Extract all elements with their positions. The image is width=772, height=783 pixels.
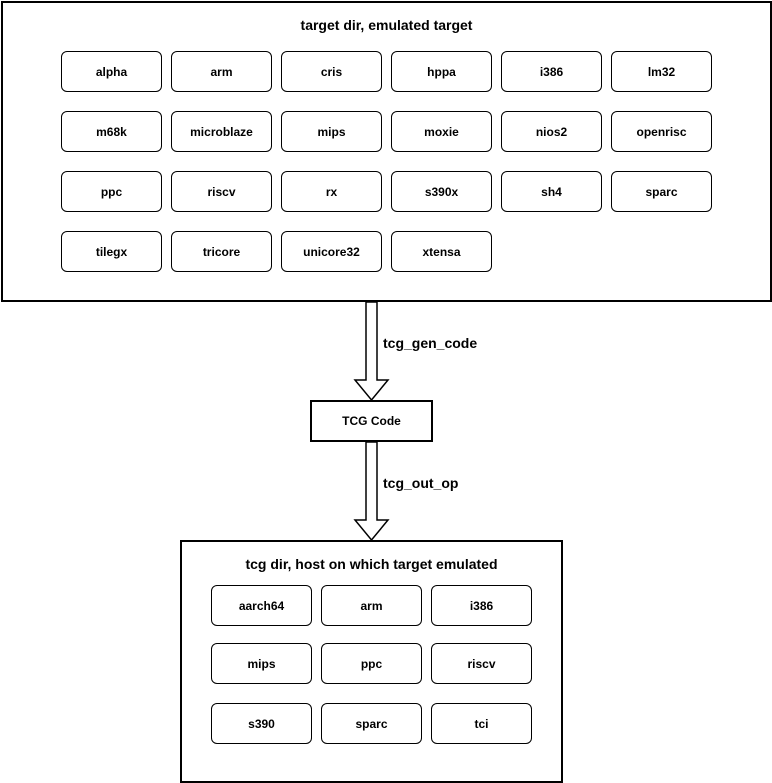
- host-node-tci: tci: [431, 703, 532, 744]
- target-node-m68k: m68k: [61, 111, 162, 152]
- target-node-xtensa: xtensa: [391, 231, 492, 272]
- target-node-moxie: moxie: [391, 111, 492, 152]
- host-node-arm: arm: [321, 585, 422, 626]
- target-node-nios2: nios2: [501, 111, 602, 152]
- host-node-aarch64: aarch64: [211, 585, 312, 626]
- target-node-rx: rx: [281, 171, 382, 212]
- target-node-riscv: riscv: [171, 171, 272, 212]
- target-node-openrisc: openrisc: [611, 111, 712, 152]
- tcg-out-op-label: tcg_out_op: [383, 475, 459, 491]
- host-node-mips: mips: [211, 643, 312, 684]
- tcg-out-op-arrow: [355, 442, 388, 540]
- host-node-riscv: riscv: [431, 643, 532, 684]
- host-frame-title: tcg dir, host on which target emulated: [245, 556, 498, 572]
- target-node-lm32: lm32: [611, 51, 712, 92]
- target-node-alpha: alpha: [61, 51, 162, 92]
- host-node-sparc: sparc: [321, 703, 422, 744]
- target-node-sparc: sparc: [611, 171, 712, 212]
- host-node-i386: i386: [431, 585, 532, 626]
- host-node-s390: s390: [211, 703, 312, 744]
- tcg-gen-code-arrow: [355, 302, 388, 400]
- target-node-s390x: s390x: [391, 171, 492, 212]
- target-node-mips: mips: [281, 111, 382, 152]
- tcg-gen-code-label: tcg_gen_code: [383, 335, 478, 351]
- target-node-cris: cris: [281, 51, 382, 92]
- target-node-hppa: hppa: [391, 51, 492, 92]
- target-node-ppc: ppc: [61, 171, 162, 212]
- target-node-i386: i386: [501, 51, 602, 92]
- host-node-ppc: ppc: [321, 643, 422, 684]
- target-node-tricore: tricore: [171, 231, 272, 272]
- target-node-sh4: sh4: [501, 171, 602, 212]
- target-node-arm: arm: [171, 51, 272, 92]
- target-node-unicore32: unicore32: [281, 231, 382, 272]
- target-frame-title: target dir, emulated target: [300, 17, 473, 33]
- tcg-code-node: TCG Code: [310, 400, 433, 442]
- target-node-microblaze: microblaze: [171, 111, 272, 152]
- target-node-tilegx: tilegx: [61, 231, 162, 272]
